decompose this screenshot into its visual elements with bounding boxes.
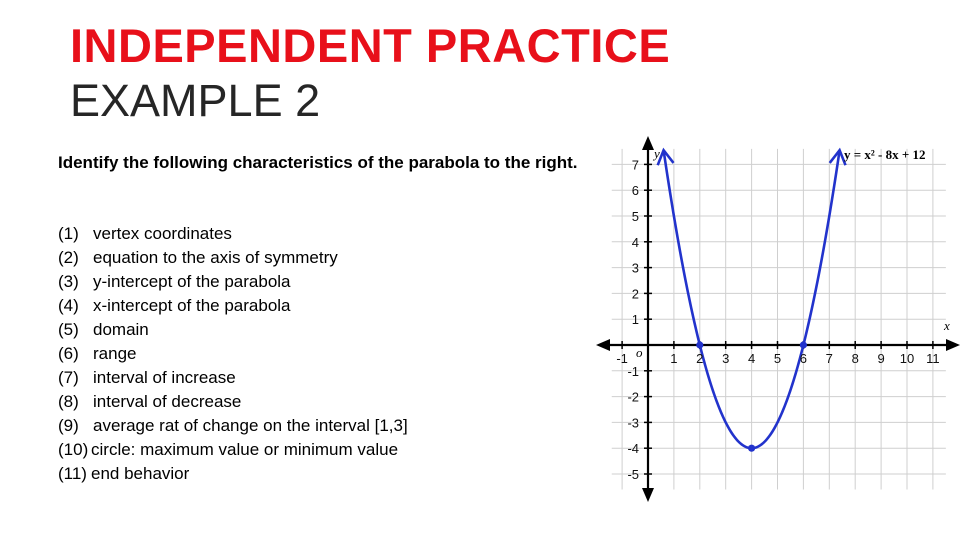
question-item — [58, 462, 408, 486]
equation-label: y = x² - 8x + 12 — [844, 147, 926, 162]
question-number: (4) — [58, 296, 79, 315]
marked-point — [748, 445, 755, 452]
parabola-graph — [592, 132, 960, 504]
graph-svg — [592, 132, 960, 504]
question-text: domain — [93, 320, 149, 339]
x-tick-label: 7 — [825, 351, 833, 366]
x-tick-label: 4 — [747, 351, 756, 366]
x-tick-label: 3 — [722, 351, 730, 366]
question-item — [58, 390, 408, 414]
slide-title: INDEPENDENT PRACTICE — [70, 19, 671, 72]
y-tick-label: -1 — [627, 363, 639, 379]
question-number: (10) — [58, 440, 89, 459]
grid-lines — [612, 149, 946, 490]
y-tick-label: 1 — [631, 312, 639, 328]
y-tick-label: -5 — [627, 467, 639, 482]
y-tick-label: 7 — [631, 157, 639, 173]
question-number: (9) — [58, 416, 79, 435]
question-list — [58, 222, 408, 486]
question-number: (6) — [58, 344, 79, 363]
y-tick-label: -3 — [627, 415, 639, 431]
x-tick-label: 11 — [926, 351, 940, 366]
x-tick-label: -1 — [616, 351, 628, 366]
x-tick-label: 9 — [877, 351, 885, 366]
y-axis-arrow-up — [642, 136, 654, 150]
marked-point — [800, 341, 807, 348]
x-axis-arrow-left — [596, 339, 610, 351]
question-item — [58, 222, 408, 246]
question-text: end behavior — [91, 464, 190, 483]
question-number: (8) — [58, 392, 79, 411]
question-text: interval of decrease — [93, 392, 242, 411]
instructions-text: Identify the following characteristics of the parabola to the right. — [58, 153, 578, 172]
question-text: equation to the axis of symmetry — [93, 248, 338, 267]
origin-label: o — [636, 345, 643, 360]
question-item — [58, 438, 408, 462]
x-axis-label: x — [944, 318, 950, 333]
question-text: circle: maximum value or minimum value — [91, 440, 399, 459]
question-number: (5) — [58, 320, 79, 339]
question-number: (1) — [58, 224, 79, 243]
x-tick-label: 6 — [799, 351, 808, 366]
question-number: (11) — [58, 464, 87, 483]
question-item — [58, 342, 408, 366]
question-item — [58, 366, 408, 390]
y-tick-label: 5 — [631, 209, 639, 224]
question-number: (7) — [58, 368, 79, 387]
question-number: (2) — [58, 248, 79, 267]
question-item — [58, 270, 408, 294]
y-axis-label: y — [654, 146, 660, 161]
question-text: x-intercept of the parabola — [93, 296, 291, 315]
x-tick-label: 2 — [696, 351, 704, 366]
y-tick-label: -2 — [627, 389, 639, 405]
y-tick-label: 3 — [631, 260, 639, 276]
question-item — [58, 318, 408, 342]
question-number: (3) — [58, 272, 79, 291]
question-text: range — [93, 344, 137, 363]
x-tick-label: 1 — [670, 351, 678, 366]
question-item — [58, 294, 408, 318]
y-tick-label: 6 — [631, 183, 639, 199]
question-item — [58, 414, 408, 438]
question-item — [58, 246, 408, 270]
question-text: interval of increase — [93, 368, 236, 387]
x-tick-label: 8 — [851, 351, 859, 366]
slide-subtitle: EXAMPLE 2 — [70, 75, 321, 126]
question-text: y-intercept of the parabola — [93, 272, 291, 291]
y-tick-label: 2 — [631, 286, 639, 302]
x-tick-label: 5 — [773, 351, 782, 366]
y-axis-arrow-down — [642, 488, 654, 502]
question-text: average rat of change on the interval [1,3] — [93, 416, 408, 435]
question-text: vertex coordinates — [93, 224, 232, 243]
x-tick-label: 10 — [899, 351, 915, 366]
y-tick-label: 4 — [631, 234, 639, 250]
marked-point — [696, 341, 703, 348]
y-tick-label: -4 — [627, 441, 639, 457]
x-axis-arrow-right — [946, 339, 960, 351]
